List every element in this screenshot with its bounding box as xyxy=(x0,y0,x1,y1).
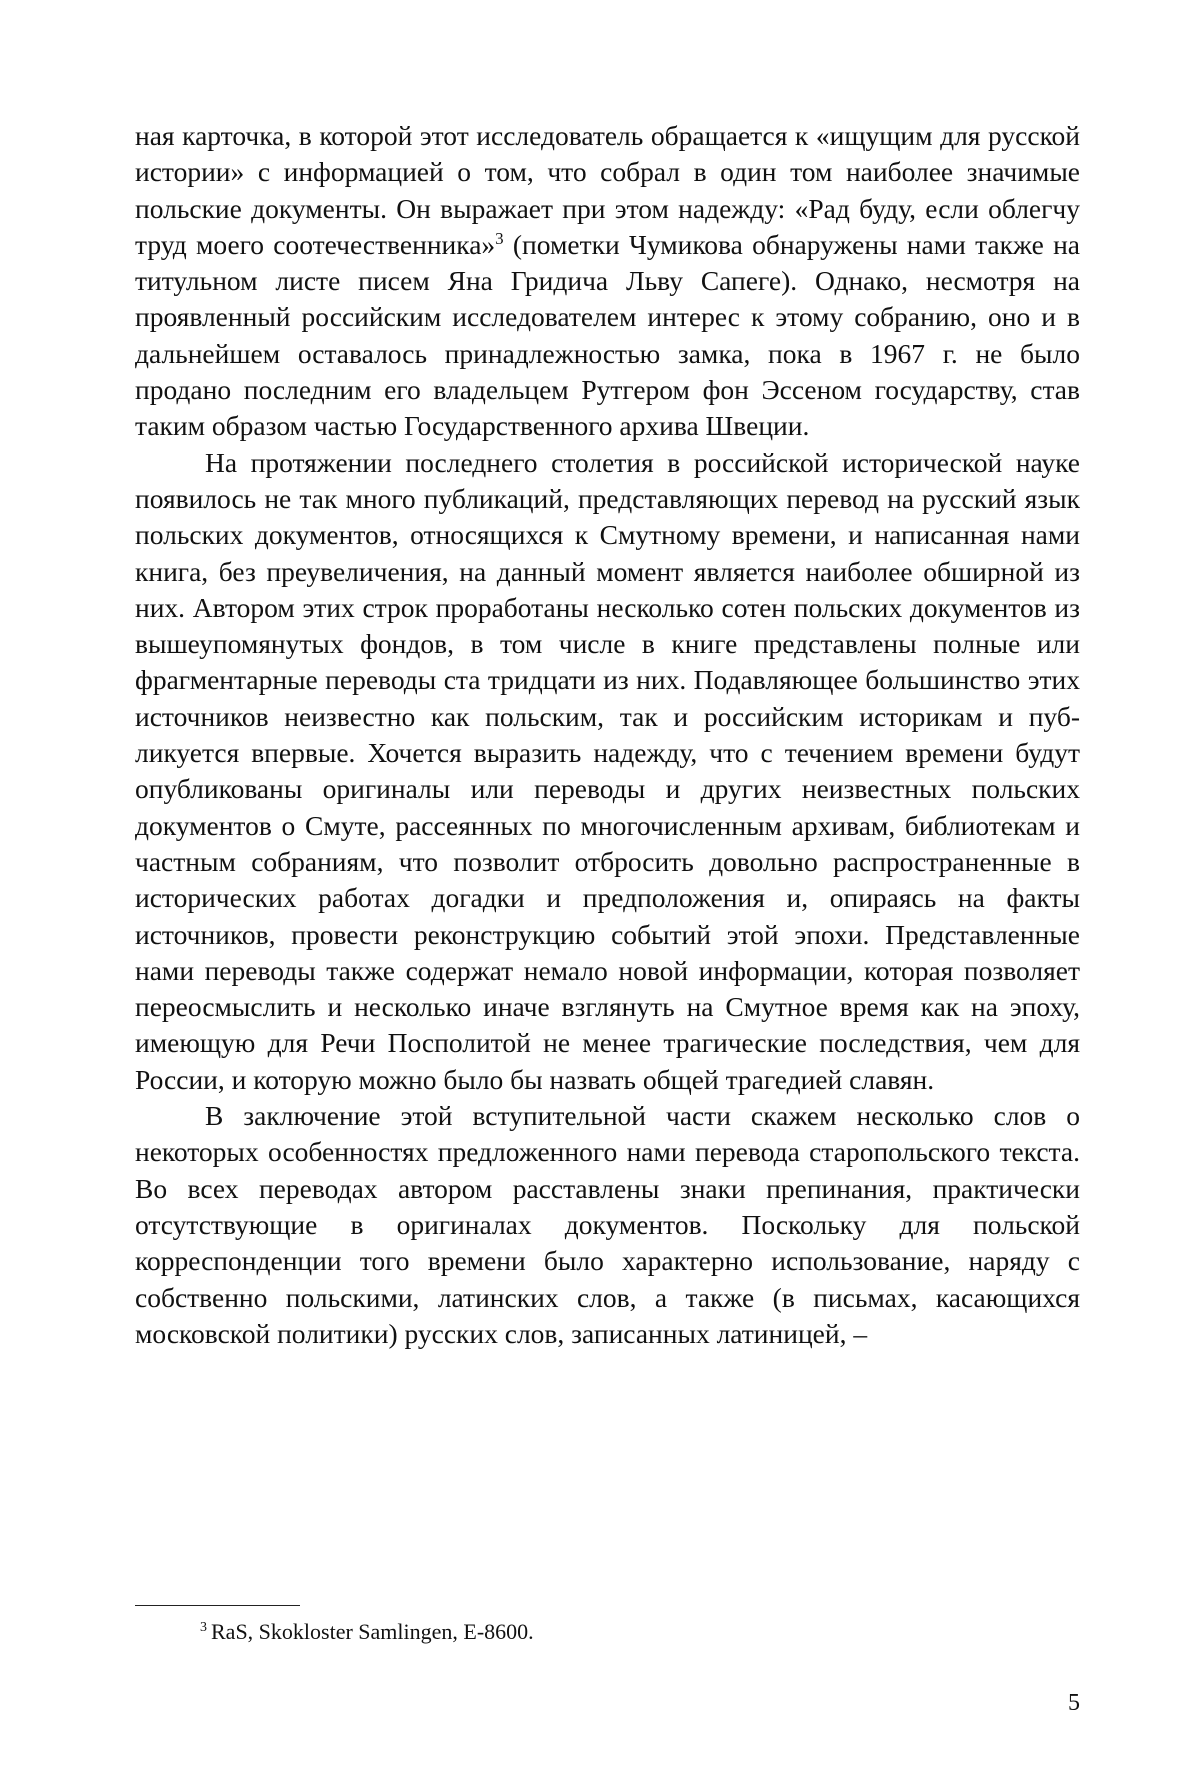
footnote-mark: 3 xyxy=(200,1619,207,1635)
paragraph-3: В заключение этой вступительной части скажем несколько слов о некоторых особенностях предложенного нами перевода старопольского текста. Во всех переводах автором расставлены знаки препинания, практически отсутствующие в оригиналах документов. Поскольку для польской корреспонденции того времени было характерно использование, наряду с собственно польскими, латинских слов, а также (в письмах, касающихся московской политики) русских слов, записанных латиницей, – xyxy=(135,1100,1080,1349)
footnote-reference[interactable]: 3 xyxy=(495,228,504,248)
paragraph-1-text-start: ная карточка, в которой этот исследователь обращается к «ищущим для русской истории» с информацией о том, что собрал в один том наиболее значимые польские документы. Он выражает при этом надежду: «Рад буду, если облегчу труд моего соотечественника» xyxy=(135,120,1080,260)
page-number: 5 xyxy=(1068,1690,1080,1716)
footnote-divider xyxy=(135,1605,300,1606)
paragraph-1-text-end: (пометки Чумикова обнаружены нами также на титульном листе писем Яна Гридича Льву Сапеге). Однако, несмотря на проявленный российским исследователем интерес к этому собранию, оно и в дальнейшем оставалось принадлежностью замка, пока в 1967 г. не было продано последним его владельцем Рутгером фон Эссеном государству, став таким образом частью Государственного архива Швеции. xyxy=(135,228,1080,442)
paragraph-2: На протяжении последнего столетия в российской исторической науке появилось не так много публикаций, представляющих перевод на русский язык польских документов, относящихся к Смутному времени, и написанная нами книга, без преувеличения, на данный момент является наиболее обширной из них. Автором этих строк проработаны несколько сотен польских документов из вышеупомянутых фондов, в том числе в книге представлены полные или фрагментарные переводы ста тридцати из них. Подавляющее большинство этих источников неизвестно как польским, так и российским историкам и публикуется впервые. Хочется выразить надежду, что с течением времени будут опубликованы оригиналы или переводы и других неизвестных польских документов о Смуте, рассеянных по многочисленным архивам, библиотекам и частным собраниям, что позволит отбросить довольно распространенные в исторических работах догадки и предположения и, опираясь на факты источников, провести реконструкцию событий этой эпохи. Представленные нами переводы также содержат немало новой информации, которая позволяет переосмыслить и несколько иначе взглянуть на Смутное время как на эпоху, имеющую для Речи Посполитой не менее трагические последствия, чем для России, и которую можно было бы назвать общей трагедией славян. xyxy=(135,446,1080,1095)
footnote-text: RaS, Skokloster Samlingen, E-8600. xyxy=(211,1619,534,1644)
footnote xyxy=(200,1618,534,1646)
page-body xyxy=(135,118,1080,1352)
paragraph-1 xyxy=(135,118,1080,445)
